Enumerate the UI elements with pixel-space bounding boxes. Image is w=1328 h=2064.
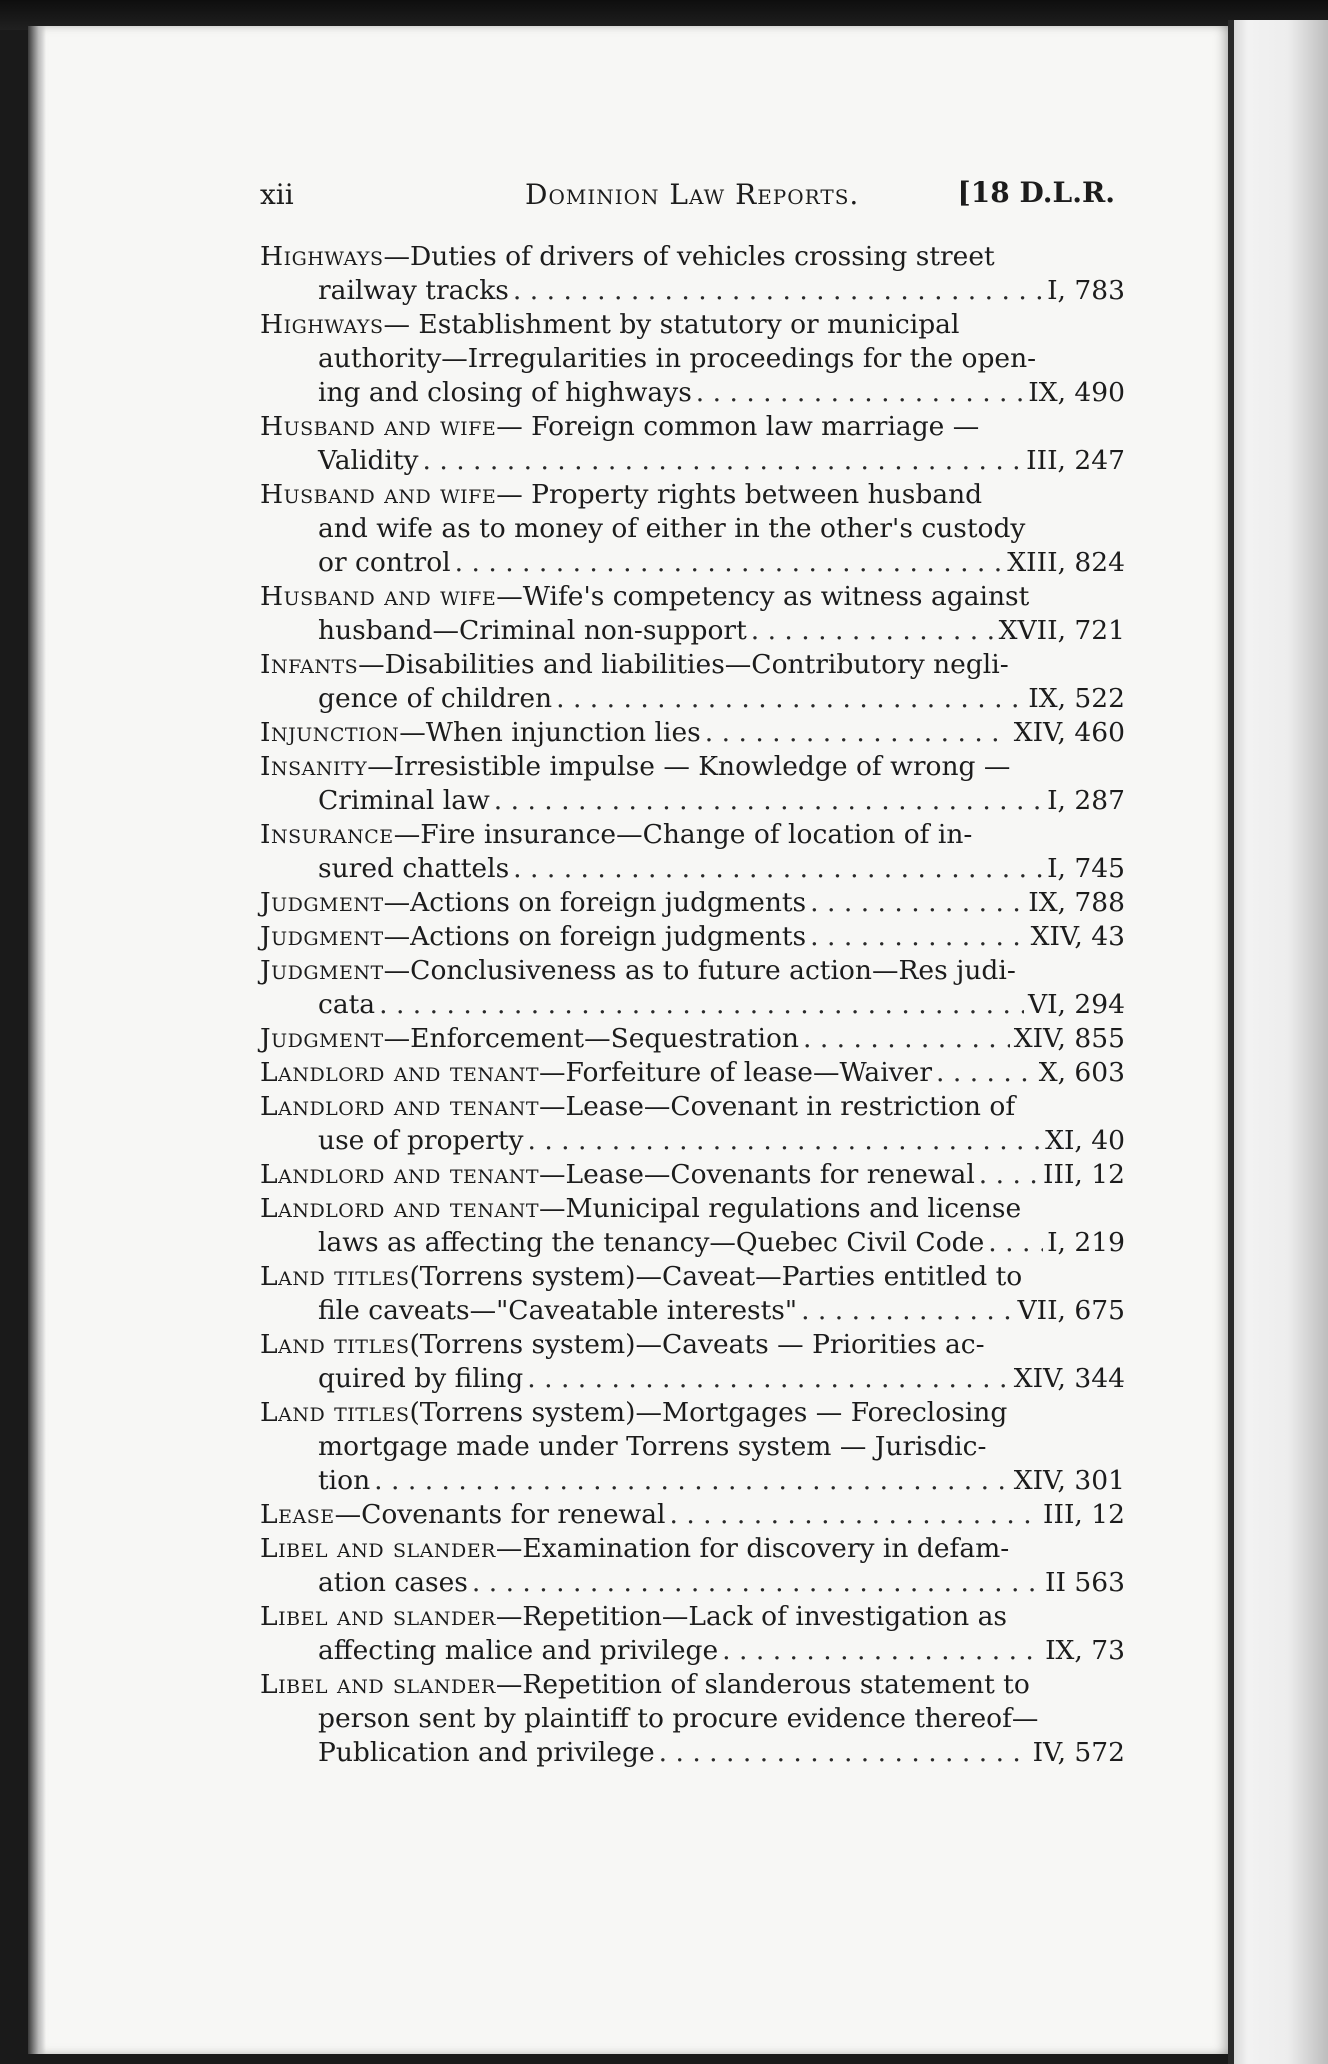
entry-heading: Land titles: [260, 1261, 410, 1292]
entry-line: [260, 920, 1125, 954]
index-entries: [260, 240, 1125, 1770]
entry-line: [260, 308, 1125, 342]
dot-leader: [527, 1124, 1041, 1158]
entry-line: [260, 1634, 1125, 1668]
page-gutter: [1228, 20, 1234, 2064]
entry-line: [260, 1736, 1125, 1770]
entry-citation: IX, 788: [1028, 887, 1125, 918]
entry-text: railway tracks: [318, 275, 509, 306]
entry-heading: Injunction: [260, 717, 400, 748]
entry-text: sured chattels: [318, 853, 510, 884]
dot-leader: [527, 1362, 1009, 1396]
entry-text: —Examination for discovery in defam-: [495, 1533, 1010, 1564]
entry-citation: III, 12: [1043, 1499, 1125, 1530]
entry-text: Criminal law: [318, 785, 490, 816]
entry-citation: III, 247: [1026, 445, 1125, 476]
entry-line: [260, 716, 1125, 750]
entry-line: [260, 1158, 1125, 1192]
dot-leader: [472, 1566, 1041, 1600]
index-entry: [260, 750, 1125, 818]
entry-line: [260, 750, 1125, 784]
entry-heading: Lease: [260, 1499, 335, 1530]
entry-citation: I, 287: [1047, 785, 1125, 816]
page-spine-shadow: [28, 26, 46, 2054]
index-entry: [260, 818, 1125, 886]
entry-line: [260, 614, 1125, 648]
entry-text: tion: [318, 1465, 371, 1496]
dot-leader: [801, 1294, 1013, 1328]
entry-citation: III, 12: [1043, 1159, 1125, 1190]
entry-line: [260, 376, 1125, 410]
entry-citation: XIII, 824: [1007, 547, 1125, 578]
entry-heading: Judgment: [260, 921, 384, 952]
entry-text: — Foreign common law marriage —: [496, 411, 980, 442]
entry-text: —Actions on foreign judgments: [383, 887, 807, 918]
adjacent-page-edge: [1228, 20, 1328, 2064]
entry-citation: II 563: [1045, 1567, 1125, 1598]
entry-line: [260, 580, 1125, 614]
entry-citation: X, 603: [1038, 1057, 1125, 1088]
entry-line: [260, 1192, 1125, 1226]
entry-line: [260, 1294, 1125, 1328]
index-entry: [260, 920, 1125, 954]
entry-heading: Landlord and tenant: [260, 1091, 540, 1122]
entry-citation: I, 745: [1047, 853, 1125, 884]
entry-line: [260, 852, 1125, 886]
entry-citation: I, 219: [1047, 1227, 1125, 1258]
index-entry: [260, 240, 1125, 308]
dot-leader: [810, 920, 1026, 954]
dot-leader: [423, 444, 1023, 478]
dot-leader: [936, 1056, 1035, 1090]
entry-text: —Duties of drivers of vehicles crossing street: [383, 241, 995, 272]
entry-citation: XIV, 344: [1013, 1363, 1125, 1394]
entry-heading: Land titles: [260, 1397, 410, 1428]
entry-text: —Forfeiture of lease—Waiver: [539, 1057, 933, 1088]
dot-leader: [722, 1634, 1041, 1668]
index-entry: [260, 580, 1125, 648]
entry-text: Publication and privilege: [318, 1737, 655, 1768]
entry-citation: XIV, 460: [1013, 717, 1125, 748]
page-number: xii: [260, 178, 294, 211]
entry-text: ing and closing of highways: [318, 377, 692, 408]
entry-line: [260, 1532, 1125, 1566]
entry-citation: XIV, 43: [1030, 921, 1125, 952]
index-entry: [260, 1328, 1125, 1396]
entry-line: [260, 1056, 1125, 1090]
entry-text: laws as affecting the tenancy—Quebec Civil Code: [318, 1227, 985, 1258]
entry-line: [260, 410, 1125, 444]
entry-citation: VII, 675: [1017, 1295, 1125, 1326]
entry-text: —Wife's competency as witness against: [496, 581, 1030, 612]
entry-heading: Libel and slander: [260, 1601, 496, 1632]
entry-text: —Conclusiveness as to future action—Res judi-: [383, 955, 1016, 986]
entry-line: [260, 512, 1125, 546]
entry-heading: Infants: [260, 649, 359, 680]
entry-text: mortgage made under Torrens system — Jurisdic-: [318, 1431, 987, 1462]
entry-line: [260, 546, 1125, 580]
entry-line: [260, 988, 1125, 1022]
index-entry: [260, 1022, 1125, 1056]
entry-heading: Highways: [260, 309, 384, 340]
entry-text: —Covenants for renewal: [334, 1499, 666, 1530]
entry-text: husband—Criminal non-support: [318, 615, 747, 646]
dot-leader: [374, 1464, 1010, 1498]
dot-leader: [696, 376, 1024, 410]
entry-citation: XIV, 855: [1013, 1023, 1125, 1054]
dot-leader: [988, 1226, 1043, 1260]
entry-text: cata: [318, 989, 376, 1020]
entry-heading: Husband and wife: [260, 479, 497, 510]
entry-line: [260, 342, 1125, 376]
entry-heading: Landlord and tenant: [260, 1057, 540, 1088]
entry-text: ation cases: [318, 1567, 468, 1598]
dot-leader: [556, 682, 1024, 716]
index-entry: [260, 1498, 1125, 1532]
index-entry: [260, 410, 1125, 478]
entry-text: person sent by plaintiff to procure evidence thereof—: [318, 1703, 1039, 1734]
index-entry: [260, 1600, 1125, 1668]
dot-leader: [669, 1498, 1039, 1532]
entry-line: [260, 1022, 1125, 1056]
entry-text: —Repetition of slanderous statement to: [495, 1669, 1030, 1700]
entry-text: authority—Irregularities in proceedings for the open-: [318, 343, 1037, 374]
entry-text: —Enforcement—Sequestration: [383, 1023, 799, 1054]
entry-text: or control: [318, 547, 451, 578]
dot-leader: [379, 988, 1024, 1022]
entry-line: [260, 1464, 1125, 1498]
entry-heading: Libel and slander: [260, 1669, 496, 1700]
entry-text: —Repetition—Lack of investigation as: [495, 1601, 1007, 1632]
entry-line: [260, 240, 1125, 274]
index-entry: [260, 1192, 1125, 1260]
entry-line: [260, 1090, 1125, 1124]
entry-line: [260, 274, 1125, 308]
entry-heading: Landlord and tenant: [260, 1193, 540, 1224]
index-entry: [260, 716, 1125, 750]
page-content: [260, 150, 1125, 1770]
entry-text: and wife as to money of either in the other's custody: [318, 513, 1026, 544]
dot-leader: [803, 1022, 1010, 1056]
entry-heading: Land titles: [260, 1329, 410, 1360]
entry-line: [260, 1566, 1125, 1600]
entry-citation: IV, 572: [1032, 1737, 1125, 1768]
entry-line: [260, 1430, 1125, 1464]
entry-citation: XI, 40: [1045, 1125, 1125, 1156]
entry-text: gence of children: [318, 683, 553, 714]
index-entry: [260, 478, 1125, 580]
entry-line: [260, 444, 1125, 478]
entry-citation: XVII, 721: [998, 615, 1125, 646]
entry-text: —Municipal regulations and license: [539, 1193, 1022, 1224]
entry-line: [260, 954, 1125, 988]
index-entry: [260, 1396, 1125, 1498]
entry-text: (Torrens system)—Caveats — Priorities ac-: [409, 1329, 985, 1360]
index-entry: [260, 1056, 1125, 1090]
entry-citation: VI, 294: [1027, 989, 1125, 1020]
entry-text: (Torrens system)—Mortgages — Foreclosing: [409, 1397, 1008, 1428]
entry-text: use of property: [318, 1125, 524, 1156]
dot-leader: [513, 852, 1043, 886]
dot-leader: [659, 1736, 1029, 1770]
entry-heading: Highways: [260, 241, 384, 272]
index-entry: [260, 954, 1125, 1022]
entry-line: [260, 1328, 1125, 1362]
entry-line: [260, 1600, 1125, 1634]
entry-text: —Disabilities and liabilities—Contributory negli-: [358, 649, 1009, 680]
entry-line: [260, 1362, 1125, 1396]
entry-heading: Libel and slander: [260, 1533, 496, 1564]
entry-text: —When injunction lies: [399, 717, 701, 748]
index-entry: [260, 1090, 1125, 1158]
entry-line: [260, 1226, 1125, 1260]
entry-line: [260, 478, 1125, 512]
index-entry: [260, 648, 1125, 716]
entry-citation: IX, 490: [1028, 377, 1125, 408]
entry-heading: Insurance: [260, 819, 394, 850]
entry-line: [260, 1124, 1125, 1158]
running-head: [260, 150, 1125, 211]
entry-line: [260, 1702, 1125, 1736]
entry-text: file caveats—"Caveatable interests": [318, 1295, 798, 1326]
entry-text: —Actions on foreign judgments: [383, 921, 807, 952]
entry-heading: Husband and wife: [260, 411, 497, 442]
entry-heading: Judgment: [260, 955, 384, 986]
entry-line: [260, 1396, 1125, 1430]
entry-line: [260, 886, 1125, 920]
entry-heading: Insanity: [260, 751, 368, 782]
entry-citation: IX, 73: [1045, 1635, 1125, 1666]
index-entry: [260, 1158, 1125, 1192]
entry-text: —Fire insurance—Change of location of in-: [393, 819, 973, 850]
index-entry: [260, 1668, 1125, 1770]
entry-citation: I, 783: [1047, 275, 1125, 306]
entry-text: —Lease—Covenant in restriction of: [539, 1091, 1016, 1122]
index-entry: [260, 886, 1125, 920]
entry-text: Validity: [318, 445, 419, 476]
dot-leader: [705, 716, 1010, 750]
entry-heading: Husband and wife: [260, 581, 497, 612]
entry-heading: Judgment: [260, 1023, 384, 1054]
entry-line: [260, 682, 1125, 716]
entry-text: — Establishment by statutory or municipal: [383, 309, 960, 340]
entry-text: quired by filing: [318, 1363, 524, 1394]
dot-leader: [751, 614, 995, 648]
index-entry: [260, 308, 1125, 410]
entry-line: [260, 784, 1125, 818]
entry-line: [260, 1260, 1125, 1294]
dot-leader: [455, 546, 1004, 580]
dot-leader: [513, 274, 1043, 308]
dot-leader: [494, 784, 1043, 818]
index-entry: [260, 1260, 1125, 1328]
entry-text: — Property rights between husband: [496, 479, 983, 510]
entry-text: —Irresistible impulse — Knowledge of wrong —: [367, 751, 1011, 782]
entry-heading: Judgment: [260, 887, 384, 918]
dot-leader: [979, 1158, 1039, 1192]
entry-line: [260, 1498, 1125, 1532]
entry-citation: IX, 522: [1028, 683, 1125, 714]
entry-line: [260, 1668, 1125, 1702]
volume-reference: [18 D.L.R.: [957, 176, 1115, 209]
entry-heading: Landlord and tenant: [260, 1159, 540, 1190]
entry-text: —Lease—Covenants for renewal: [539, 1159, 975, 1190]
index-entry: [260, 1532, 1125, 1600]
running-title: Dominion Law Reports.: [525, 178, 860, 211]
dot-leader: [810, 886, 1024, 920]
entry-citation: XIV, 301: [1013, 1465, 1125, 1496]
entry-text: (Torrens system)—Caveat—Parties entitled to: [409, 1261, 1023, 1292]
entry-line: [260, 648, 1125, 682]
entry-line: [260, 818, 1125, 852]
entry-text: affecting malice and privilege: [318, 1635, 719, 1666]
